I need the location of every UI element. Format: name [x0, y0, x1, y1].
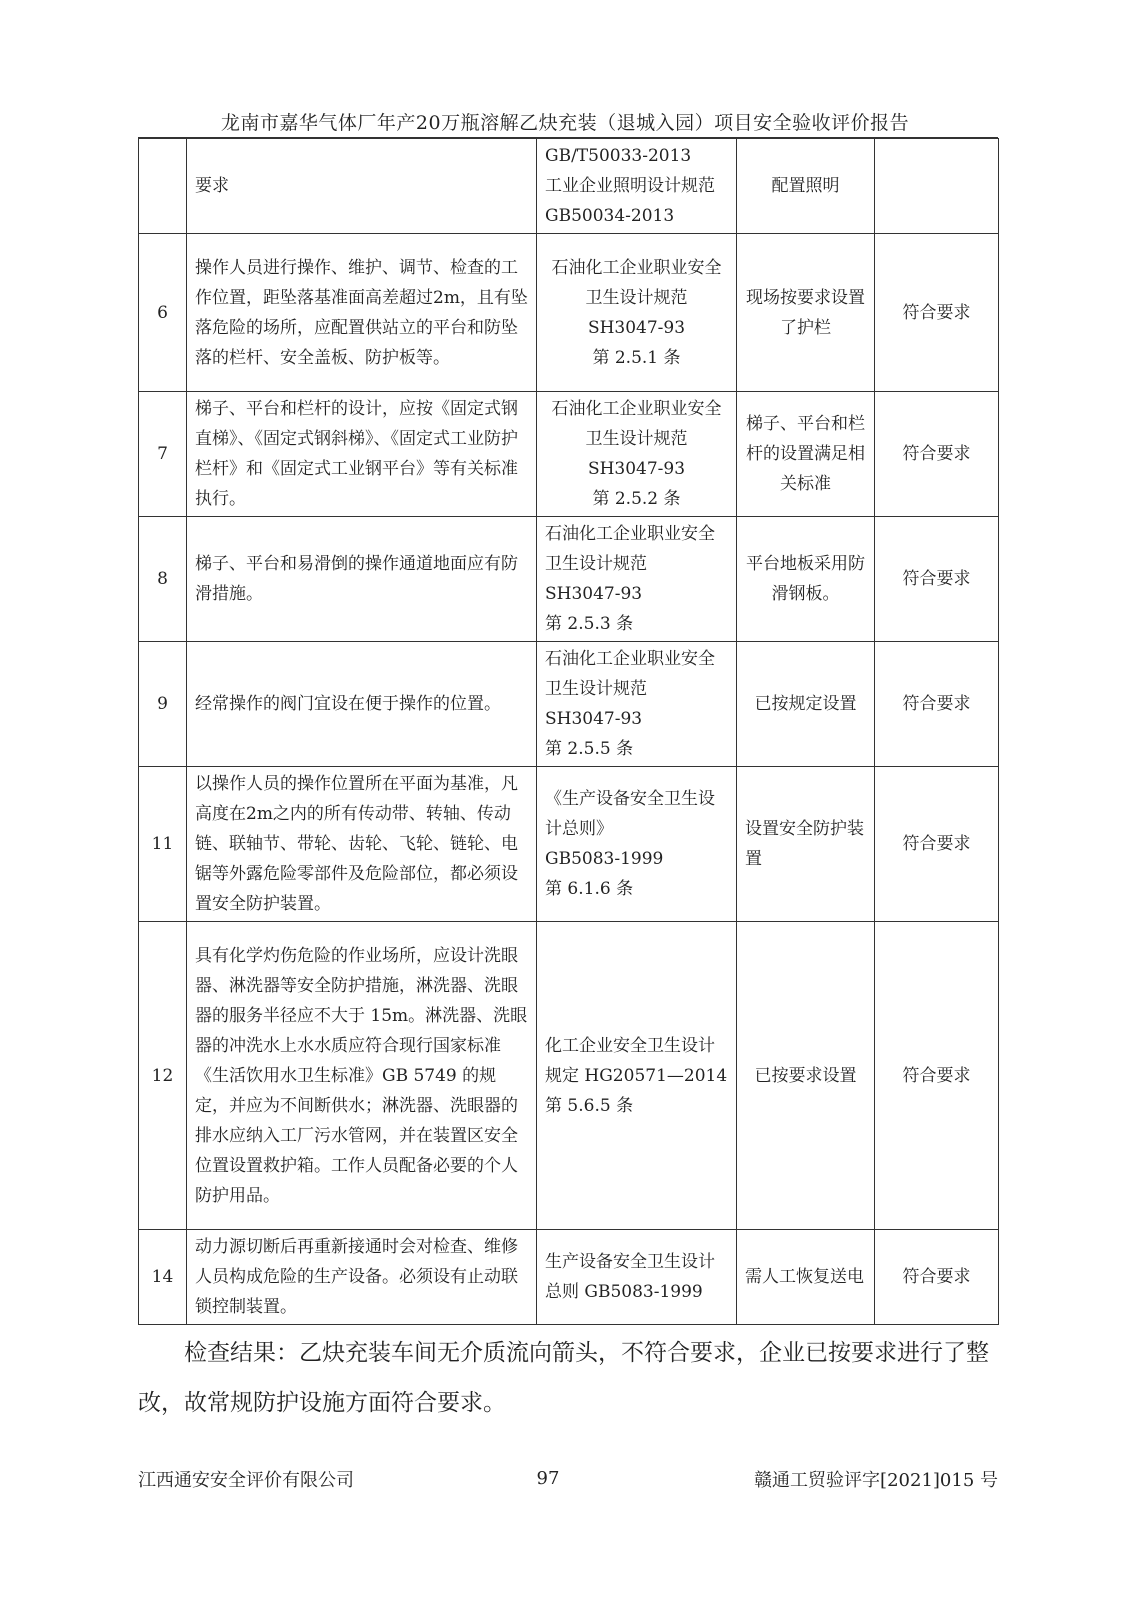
- basis-cell: [537, 234, 737, 392]
- requirement-cell: 要求: [187, 139, 537, 234]
- status-cell: 已按要求设置: [737, 922, 875, 1230]
- status-cell: 已按规定设置: [737, 642, 875, 767]
- requirements-table: [138, 138, 999, 1325]
- status-cell: 需人工恢复送电: [737, 1230, 875, 1325]
- row-number: 11: [139, 767, 187, 922]
- basis-line: 第 2.5.2 条: [592, 489, 681, 509]
- basis-line: 第 2.5.3 条: [545, 614, 634, 634]
- result-cell: 符合要求: [875, 642, 999, 767]
- table-row: [139, 767, 999, 922]
- basis-line: 石油化工企业职业安全卫生设计规范: [545, 649, 715, 699]
- basis-cell: [537, 922, 737, 1230]
- status-cell: 配置照明: [737, 139, 875, 234]
- basis-line: 第 5.6.5 条: [545, 1095, 634, 1116]
- table-row: [139, 922, 999, 1230]
- result-cell: 符合要求: [875, 234, 999, 392]
- basis-cell: [537, 767, 737, 922]
- requirement-cell: 操作人员进行操作、维护、调节、检查的工作位置，距坠落基准面高差超过2m，且有坠落危险的场所，应配置供站立的平台和防坠落的栏杆、安全盖板、防护板等。: [187, 234, 537, 392]
- status-cell: 设置安全防护装置: [737, 767, 875, 922]
- basis-line: 《生产设备安全卫生设计总则》: [545, 789, 715, 839]
- row-number: [139, 139, 187, 234]
- row-number: 9: [139, 642, 187, 767]
- basis-cell: 生产设备安全卫生设计总则 GB5083-1999: [537, 1230, 737, 1325]
- basis-line: SH3047-93: [545, 584, 643, 604]
- row-number: 8: [139, 517, 187, 642]
- basis-line: 工业企业照明设计规范 GB50034-2013: [545, 176, 715, 226]
- basis-line: 第 6.1.6 条: [545, 879, 634, 899]
- table-row: [139, 234, 999, 392]
- basis-cell: [537, 642, 737, 767]
- requirement-cell: 动力源切断后再重新接通时会对检查、维修人员构成危险的生产设备。必须设有止动联锁控制装置。: [187, 1230, 537, 1325]
- basis-line: 石油化工企业职业安全卫生设计规范: [551, 399, 722, 449]
- row-number: 7: [139, 392, 187, 517]
- requirement-cell: 以操作人员的操作位置所在平面为基准，凡高度在2m之内的所有传动带、转轴、传动链、联轴节、带轮、齿轮、飞轮、链轮、电锯等外露危险零部件及危险部位，都必须设置安全防护装置。: [187, 767, 537, 922]
- footer-company: 江西通安安全评价有限公司: [138, 1470, 354, 1491]
- basis-line: GB5083-1999: [545, 849, 664, 869]
- page-number: 97: [536, 1468, 560, 1489]
- footer-doc-number: 赣通工贸验评字[2021]015 号: [754, 1470, 998, 1491]
- status-cell: 平台地板采用防滑钢板。: [737, 517, 875, 642]
- basis-line: GB/T50033-2013: [545, 146, 692, 166]
- result-cell: [875, 139, 999, 234]
- table-row: [139, 642, 999, 767]
- basis-line: SH3047-93: [545, 709, 643, 729]
- basis-line: SH3047-93: [587, 317, 686, 338]
- basis-line: 第 2.5.1 条: [592, 347, 681, 368]
- basis-line: 第 2.5.5 条: [545, 739, 634, 759]
- basis-line: SH3047-93: [587, 459, 686, 479]
- status-cell: 现场按要求设置了护栏: [737, 234, 875, 392]
- requirement-cell: 经常操作的阀门宜设在便于操作的位置。: [187, 642, 537, 767]
- basis-cell: [537, 517, 737, 642]
- table-row: [139, 1230, 999, 1325]
- result-cell: 符合要求: [875, 392, 999, 517]
- status-cell: 梯子、平台和栏杆的设置满足相关标准: [737, 392, 875, 517]
- row-number: 6: [139, 234, 187, 392]
- result-cell: 符合要求: [875, 922, 999, 1230]
- requirement-cell: 具有化学灼伤危险的作业场所，应设计洗眼器、淋洗器等安全防护措施，淋洗器、洗眼器的服务半径应不大于 15m。淋洗器、洗眼器的冲洗水上水水质应符合现行国家标准《生活饮用水卫生标准》GB 5749 的规定，并应为不间断供水；淋洗器、洗眼器的排水应纳入工厂污水管网，并在装置区安全位置设置救护箱。工作人员配备必要的个人防护用品。: [187, 922, 537, 1230]
- table-row: [139, 517, 999, 642]
- result-cell: 符合要求: [875, 767, 999, 922]
- table-row: [139, 392, 999, 517]
- requirement-cell: 梯子、平台和易滑倒的操作通道地面应有防滑措施。: [187, 517, 537, 642]
- basis-line: 化工企业安全卫生设计规定 HG20571—2014: [545, 1035, 728, 1086]
- requirement-cell: 梯子、平台和栏杆的设计，应按《固定式钢直梯》、《固定式钢斜梯》、《固定式工业防护栏杆》和《固定式工业钢平台》等有关标准执行。: [187, 392, 537, 517]
- basis-line: 石油化工企业职业安全卫生设计规范: [551, 257, 722, 308]
- page-header-title: 龙南市嘉华气体厂年产20万瓶溶解乙炔充装（退城入园）项目安全验收评价报告: [220, 112, 910, 134]
- row-number: 14: [139, 1230, 187, 1325]
- table-row: [139, 139, 999, 234]
- basis-cell: [537, 139, 737, 234]
- row-number: 12: [139, 922, 187, 1230]
- basis-cell: [537, 392, 737, 517]
- result-cell: 符合要求: [875, 1230, 999, 1325]
- inspection-conclusion: 检查结果：乙炔充装车间无介质流向箭头，不符合要求，企业已按要求进行了整改，故常规防护设施方面符合要求。: [138, 1340, 989, 1416]
- basis-line: 石油化工企业职业安全卫生设计规范: [545, 524, 715, 574]
- result-cell: 符合要求: [875, 517, 999, 642]
